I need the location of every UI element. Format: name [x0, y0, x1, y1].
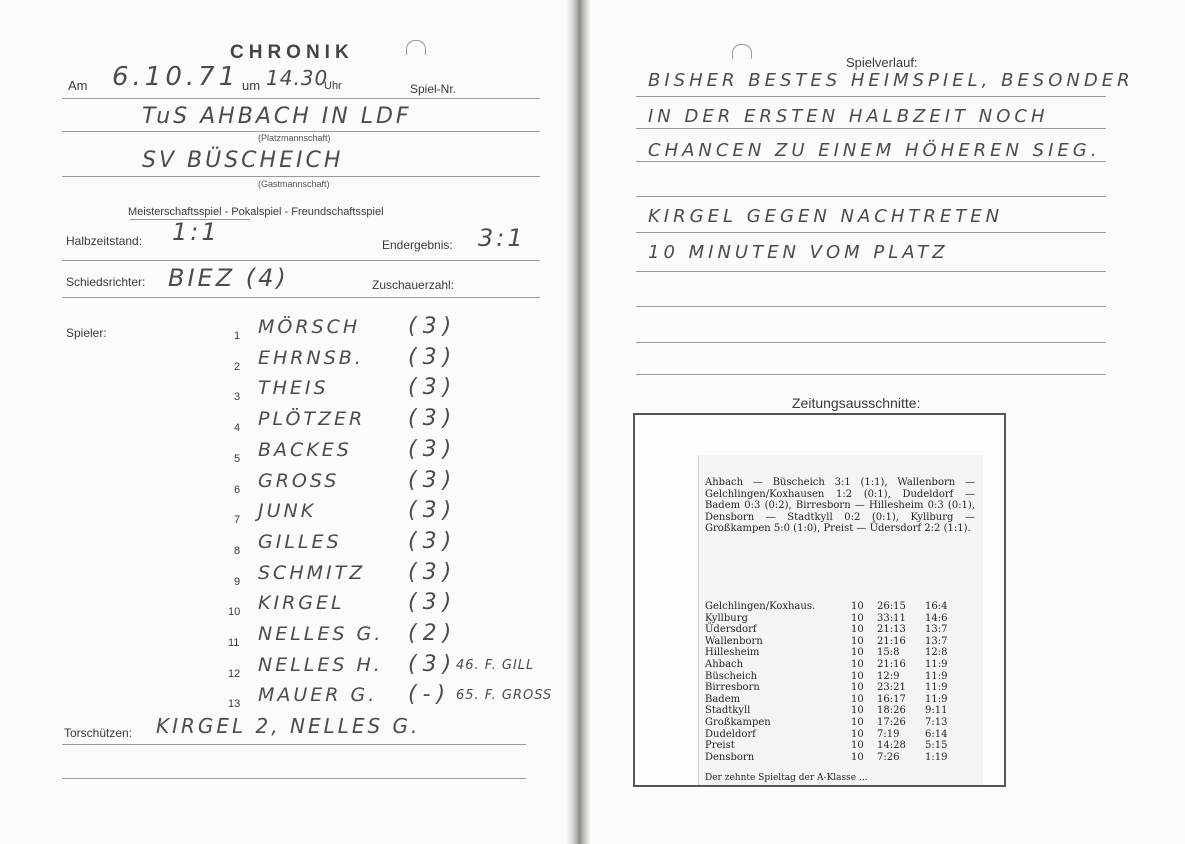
points: 11:9: [925, 682, 948, 694]
rule: [636, 232, 1106, 233]
referee-label: Schiedsrichter:: [66, 275, 146, 289]
goal-ratio: 7:19: [877, 728, 900, 740]
substitution-note: 46. F. GILL: [456, 657, 535, 673]
table-row: [699, 647, 983, 659]
table-row: [699, 705, 983, 717]
games-played: 10: [851, 670, 864, 682]
games-played: 10: [851, 624, 864, 636]
player-grade: (2): [408, 621, 458, 646]
player-number: 10: [228, 606, 241, 619]
table-row: [699, 636, 983, 648]
substitution-note: 65. F. GROSS: [456, 688, 553, 704]
player-grade: (3): [408, 528, 458, 554]
points: 11:9: [925, 659, 948, 670]
goal-ratio: 26:15: [877, 601, 906, 612]
team-name: Kyllburg: [705, 612, 748, 624]
halftime-value: 1:1: [172, 218, 220, 246]
points: 12:8: [925, 647, 948, 659]
player-name: JUNK: [258, 500, 317, 523]
rule: [62, 176, 540, 177]
rule: [636, 196, 1106, 197]
final-result-value: 3:1: [478, 224, 526, 252]
games-played: 10: [851, 682, 864, 694]
player-grade: (3): [408, 375, 458, 401]
clipping-paper: [698, 455, 983, 785]
team-name: Ahbach: [705, 659, 744, 670]
rule: [62, 297, 540, 298]
points: 13:7: [925, 635, 948, 647]
date-value: 6.10.71: [112, 62, 240, 92]
match-note-line: IN DER ERSTEN HALBZEIT NOCH: [648, 106, 1049, 127]
games-played: 10: [851, 717, 864, 728]
team-name: Dudeldorf: [705, 728, 756, 740]
points: 11:9: [925, 670, 948, 682]
points: 1:19: [925, 751, 948, 763]
rule: [636, 128, 1106, 129]
points: 13:7: [925, 624, 948, 636]
player-number: 8: [234, 544, 241, 557]
table-row: [699, 740, 983, 752]
table-row: [699, 729, 983, 741]
final-result-label: Endergebnis:: [382, 238, 453, 252]
player-grade: (3): [408, 559, 458, 585]
rule: [636, 306, 1106, 307]
player-name: BACKES: [258, 438, 352, 461]
table-row: [699, 671, 983, 683]
games-played: 10: [851, 728, 864, 740]
player-number: 5: [234, 452, 241, 465]
goal-ratio: 15:8: [877, 647, 900, 659]
table-row: [699, 717, 983, 729]
away-caption: (Gastmannschaft): [258, 179, 330, 189]
games-played: 10: [851, 601, 864, 612]
player-name: GROSS: [258, 469, 340, 492]
goal-ratio: 33:11: [877, 612, 906, 624]
player-name: PLÖTZER: [258, 408, 366, 431]
match-note-line: KIRGEL GEGEN NACHTRETEN: [648, 206, 1004, 227]
match-course-heading: Spielverlauf:: [846, 55, 918, 70]
team-name: Birresborn: [705, 682, 760, 694]
rule: [636, 374, 1106, 375]
spectators-label: Zuschauerzahl:: [372, 278, 455, 292]
book-binding: [566, 0, 592, 844]
home-caption: (Platzmannschaft): [258, 133, 331, 143]
match-note-line: CHANCEN ZU EINEM HÖHEREN SIEG.: [648, 140, 1101, 161]
player-name: KIRGEL: [258, 592, 345, 615]
player-grade: (3): [408, 651, 458, 677]
match-note-line: 10 MINUTEN VOM PLATZ: [648, 242, 949, 263]
points: 6:14: [925, 728, 948, 740]
player-name: NELLES H.: [258, 653, 383, 676]
goal-ratio: 21:13: [877, 624, 906, 636]
player-grade: (3): [408, 314, 458, 339]
player-number: 6: [234, 483, 241, 496]
table-row: [699, 601, 983, 613]
table-row: [699, 624, 983, 636]
rule: [62, 98, 540, 99]
goal-ratio: 7:26: [877, 751, 900, 763]
games-played: 10: [851, 705, 864, 717]
clippings-heading: Zeitungsausschnitte:: [792, 395, 921, 411]
points: 11:9: [925, 693, 948, 705]
player-number: 7: [234, 514, 241, 527]
rule: [636, 342, 1106, 343]
table-row: [699, 613, 983, 625]
table-row: [699, 682, 983, 694]
players-label: Spieler:: [66, 326, 107, 340]
team-name: Üdersdorf: [705, 624, 757, 636]
table-row: [699, 694, 983, 706]
time-label: um: [242, 78, 261, 93]
team-name: Badem: [705, 693, 741, 705]
away-team: SV BÜSCHEICH: [142, 148, 344, 173]
rule: [62, 131, 540, 132]
player-name: MÖRSCH: [258, 316, 361, 338]
home-team: TuS AHBACH IN LDF: [142, 104, 412, 129]
goal-ratio: 21:16: [877, 635, 906, 647]
team-name: Preist: [705, 740, 735, 752]
match-number-label: Spiel-Nr.: [410, 82, 457, 96]
player-name: SCHMITZ: [258, 561, 366, 584]
player-grade: (3): [408, 436, 458, 462]
rule: [636, 161, 1106, 162]
player-grade: (3): [408, 344, 458, 370]
rule: [62, 778, 526, 779]
goal-ratio: 18:26: [877, 705, 906, 717]
points: 9:11: [925, 705, 948, 717]
games-played: 10: [851, 740, 864, 752]
scorers-label: Torschützen:: [64, 726, 133, 740]
player-name: MAUER G.: [258, 684, 378, 707]
chronik-form-page: [0, 0, 578, 844]
games-played: 10: [851, 693, 864, 705]
player-name: EHRNSB.: [258, 346, 364, 369]
table-row: [699, 752, 983, 764]
player-grade: (-): [408, 682, 452, 708]
team-name: Büscheich: [705, 670, 758, 682]
time-unit: Uhr: [324, 80, 342, 92]
clipping-footer: Der zehnte Spieltag der A-Klasse ...: [705, 773, 868, 783]
team-name: Stadtkyll: [705, 705, 751, 717]
player-grade: (3): [408, 406, 458, 432]
table-row: [699, 659, 983, 671]
halftime-label: Halbzeitstand:: [66, 234, 143, 248]
player-name: GILLES: [258, 530, 342, 553]
player-number: 2: [234, 360, 241, 373]
team-name: Großkampen: [705, 717, 771, 728]
rule: [62, 744, 526, 745]
newspaper-clipping: [633, 413, 1006, 787]
games-played: 10: [851, 635, 864, 647]
goal-ratio: 14:28: [877, 740, 906, 752]
goal-ratio: 12:9: [877, 670, 900, 682]
rule: [636, 96, 1106, 97]
player-grade: (3): [408, 590, 458, 616]
punch-hole: [406, 40, 426, 55]
goal-ratio: 21:16: [877, 659, 906, 670]
form-title: CHRONIK: [230, 42, 354, 63]
player-name: THEIS: [258, 377, 329, 400]
player-number: 12: [228, 667, 241, 680]
goal-ratio: 17:26: [877, 717, 906, 728]
games-played: 10: [851, 647, 864, 659]
match-note-line: BISHER BESTES HEIMSPIEL, BESONDER: [648, 70, 1134, 91]
games-played: 10: [851, 612, 864, 624]
time-value: 14.30: [266, 66, 329, 90]
games-played: 10: [851, 659, 864, 670]
team-name: Wallenborn: [705, 635, 763, 647]
points: 16:4: [925, 601, 948, 612]
player-grade: (3): [408, 467, 458, 493]
points: 5:15: [925, 740, 948, 752]
player-number: 9: [234, 575, 241, 588]
team-name: Hillesheim: [705, 647, 760, 659]
player-grade: (3): [408, 498, 458, 524]
player-number: 1: [234, 330, 241, 342]
clipping-report: Ahbach — Büscheich 3:1 (1:1), Wallenborn — Gelchlingen/Koxhausen 1:2 (0:1), Dudeldorf — Badem 0:3 (0:2), Birresborn — Hillesheim 0:3 (0:1), Densborn — Stadtkyll 0:2 (0:1), Kyllburg — Großkampen 5:0 (1:0), Preist — Üdersdorf 2:2 (1:1).: [705, 477, 975, 535]
goal-ratio: 23:21: [877, 682, 906, 694]
date-label: Am: [68, 78, 88, 93]
points: 14:6: [925, 612, 948, 624]
games-played: 10: [851, 751, 864, 763]
goal-ratio: 16:17: [877, 693, 906, 705]
rule: [62, 260, 540, 261]
scorers-value: KIRGEL 2, NELLES G.: [156, 714, 421, 738]
punch-hole: [732, 44, 752, 59]
referee-value: BIEZ (4): [168, 264, 289, 292]
player-number: 11: [228, 637, 240, 649]
match-type-options: Meisterschaftsspiel - Pokalspiel - Freundschaftsspiel: [128, 206, 384, 218]
team-name: Gelchlingen/Koxhaus.: [705, 601, 816, 612]
rule: [636, 271, 1106, 272]
player-number: 3: [234, 391, 241, 404]
points: 7:13: [925, 717, 948, 728]
player-name: NELLES G.: [258, 623, 384, 645]
player-number: 4: [234, 422, 241, 435]
team-name: Densborn: [705, 751, 755, 763]
player-number: 13: [228, 698, 241, 711]
